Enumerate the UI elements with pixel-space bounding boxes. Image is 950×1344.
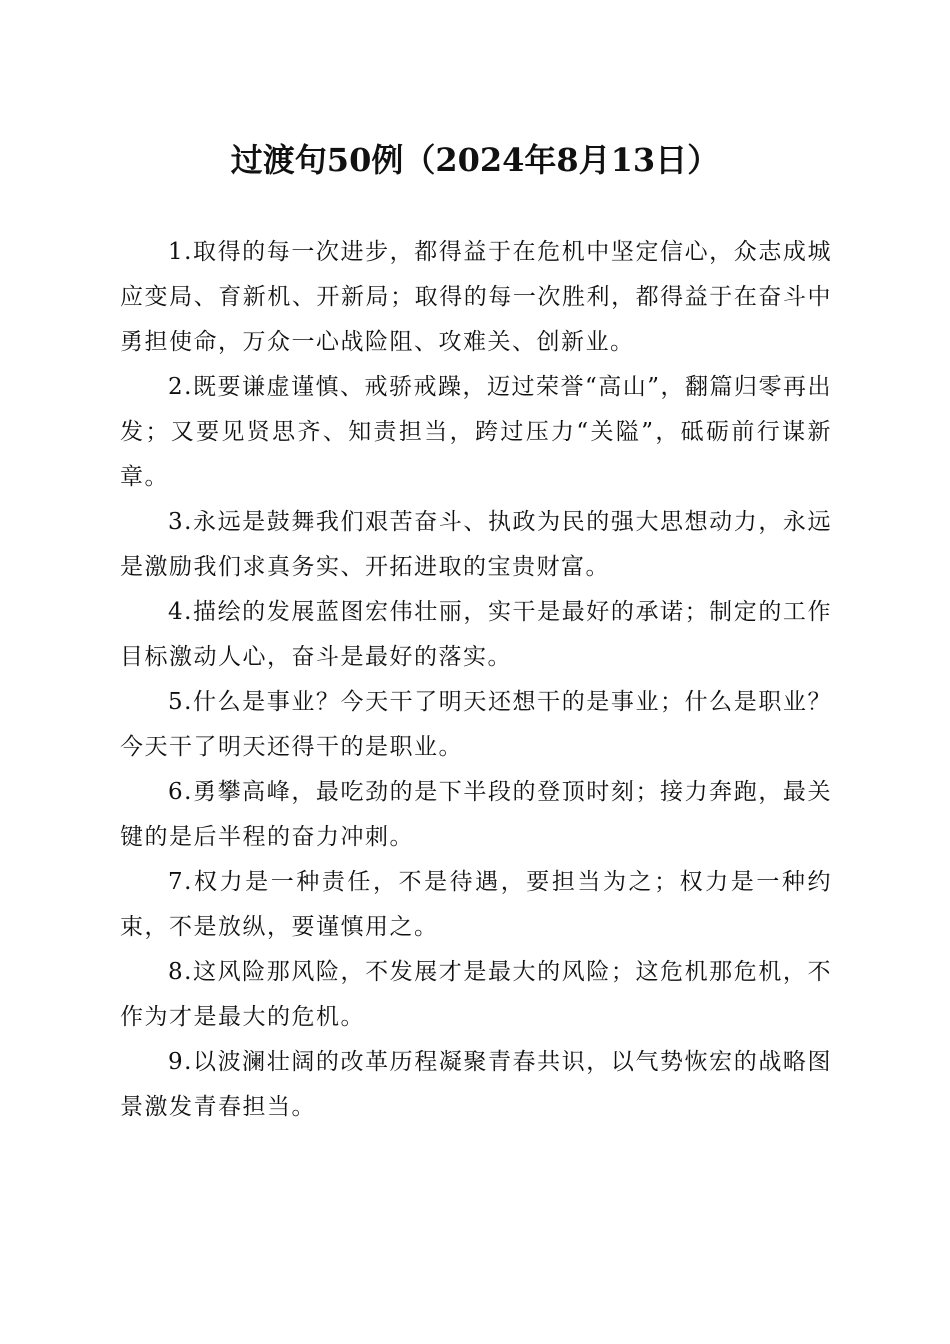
paragraph-9: 9.以波澜壮阔的改革历程凝聚青春共识，以气势恢宏的战略图景激发青春担当。	[120, 1049, 832, 1120]
paragraph-4: 4.描绘的发展蓝图宏伟壮丽，实干是最好的承诺；制定的工作目标激动人心，奋斗是最好的落实。	[120, 599, 832, 670]
paragraph-6: 6.勇攀高峰，最吃劲的是下半段的登顶时刻；接力奔跑，最关键的是后半程的奋力冲刺。	[120, 779, 832, 850]
document-title: 过渡句50例（2024年8月13日）	[230, 141, 720, 179]
paragraph-7: 7.权力是一种责任，不是待遇，要担当为之；权力是一种约束，不是放纵，要谨慎用之。	[120, 869, 832, 940]
document-body	[120, 230, 832, 1130]
paragraph-2: 2.既要谦虚谨慎、戒骄戒躁，迈过荣誉“高山”，翻篇归零再出发；又要见贤思齐、知责担当，跨过压力“关隘”，砥砺前行谋新章。	[120, 374, 832, 490]
paragraph-3: 3.永远是鼓舞我们艰苦奋斗、执政为民的强大思想动力，永远是激励我们求真务实、开拓进取的宝贵财富。	[120, 509, 832, 580]
paragraph-5: 5.什么是事业？今天干了明天还想干的是事业；什么是职业？今天干了明天还得干的是职业。	[120, 689, 832, 760]
paragraph-1: 1.取得的每一次进步，都得益于在危机中坚定信心，众志成城应变局、育新机、开新局；取得的每一次胜利，都得益于在奋斗中勇担使命，万众一心战险阻、攻难关、创新业。	[120, 239, 832, 355]
paragraph-8: 8.这风险那风险，不发展才是最大的风险；这危机那危机，不作为才是最大的危机。	[120, 959, 832, 1030]
